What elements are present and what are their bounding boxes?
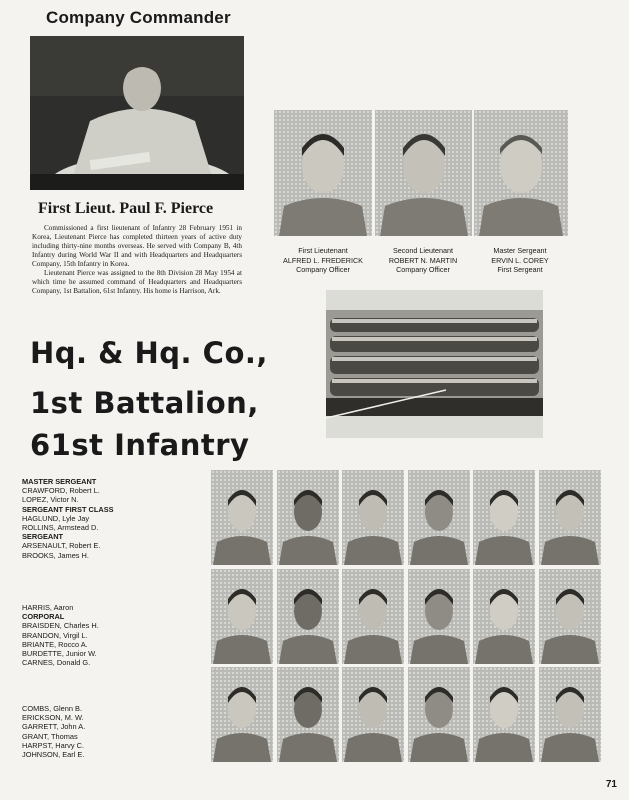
roster-entry: GRANT, Thomas <box>22 731 78 741</box>
officer-rank: Second Lieutenant <box>393 246 453 255</box>
roster-entry: JOHNSON, Earl E. <box>22 750 85 760</box>
enlisted-portrait <box>539 667 601 762</box>
roster-entry: ROLLINS, Armstead D. <box>22 523 99 533</box>
roster-entry: HARPST, Harvy C. <box>22 740 85 750</box>
roster-entry: CRAWFORD, Robert L. <box>22 486 100 496</box>
company-group-photo <box>326 290 543 438</box>
enlisted-portrait <box>342 569 404 664</box>
enlisted-portrait <box>211 470 273 565</box>
roster-rank-header: CORPORAL <box>22 612 65 622</box>
unit-title-line2: 1st Battalion, <box>30 386 259 420</box>
enlisted-portrait <box>473 569 535 664</box>
officer-rank: First Lieutenant <box>298 246 348 255</box>
officer-role: First Sergeant <box>497 265 543 274</box>
officer-portrait <box>375 110 472 236</box>
officer-role: Company Officer <box>396 265 450 274</box>
enlisted-portrait <box>277 470 339 565</box>
officer-name: ALFRED L. FREDERICK <box>283 255 363 265</box>
section-heading: Company Commander <box>46 8 231 27</box>
enlisted-portrait <box>408 667 470 762</box>
roster-entry: BURDETTE, Junior W. <box>22 649 97 659</box>
commander-bio-p1: Commissioned a first lieutenant of Infantry 28 February 1951 in Korea, Lieutenant Pierce has completed thirteen years of active duty including thirty-nine months overseas. He served with Company B, 4th Infantry during World War II and with Headquarters and Headquarters Company, 15th Infantry in Korea. <box>32 224 242 268</box>
roster-entry: HAGLUND, Lyle Jay <box>22 513 90 523</box>
roster-entry: HARRIS, Aaron <box>22 603 74 612</box>
roster-rank-header: SERGEANT <box>22 532 64 542</box>
officer-caption <box>373 246 473 275</box>
roster-rank-header: SERGEANT FIRST CLASS <box>22 504 114 514</box>
unit-title-line1: Hq. & Hq. Co., <box>30 336 268 370</box>
enlisted-portrait <box>539 470 601 565</box>
portrait-grid <box>211 470 604 766</box>
officer-name: ERVIN L. COREY <box>491 255 549 265</box>
page-number: 71 <box>605 779 617 790</box>
enlisted-portrait <box>277 667 339 762</box>
officer-rank: Master Sergeant <box>493 246 547 255</box>
commander-name: First Lieut. Paul F. Pierce <box>38 200 214 217</box>
enlisted-portrait <box>211 667 273 762</box>
roster-list <box>22 704 85 759</box>
enlisted-portrait <box>277 569 339 664</box>
enlisted-portrait <box>342 470 404 565</box>
enlisted-portrait <box>342 667 404 762</box>
unit-title-line3: 61st Infantry <box>30 428 250 462</box>
enlisted-portrait <box>408 470 470 565</box>
officer-name: ROBERT N. MARTIN <box>388 255 458 265</box>
enlisted-portrait <box>539 569 601 664</box>
roster-entry: BROOKS, James H. <box>22 550 89 560</box>
roster-entry: LOPEZ, Victor N. <box>22 495 79 505</box>
officer-portrait <box>474 110 568 236</box>
roster-rank-header: MASTER SERGEANT <box>22 477 97 486</box>
officer-portrait <box>274 110 372 236</box>
officer-caption <box>273 246 373 275</box>
roster-entry: BRANDON, Virgil L. <box>22 630 88 640</box>
roster-list <box>22 603 99 667</box>
roster-entry: ARSENAULT, Robert E. <box>22 541 101 551</box>
enlisted-portrait <box>408 569 470 664</box>
commander-bio-p2: Lieutenant Pierce was assigned to the 8th Division 28 May 1954 at which time he assumed command of Headquarters and Headquarters Company, 1st Battalion, 61st Infantry. His home is Harrison, Ark. <box>32 269 242 295</box>
officer-role: Company Officer <box>296 265 350 274</box>
enlisted-portrait <box>473 470 535 565</box>
enlisted-portrait <box>211 569 273 664</box>
roster-entry: BRAISDEN, Charles H. <box>22 621 99 631</box>
roster-entry: CARNES, Donald G. <box>22 658 91 668</box>
roster-list <box>22 477 114 560</box>
enlisted-portrait <box>473 667 535 762</box>
officer-caption <box>470 246 570 275</box>
roster-entry: GARRETT, John A. <box>22 722 86 732</box>
commander-photo <box>30 36 244 190</box>
roster-entry: COMBS, Glenn B. <box>22 704 82 713</box>
roster-entry: BRIANTE, Rocco A. <box>22 639 88 649</box>
roster-entry: ERICKSON, M. W. <box>22 713 84 723</box>
